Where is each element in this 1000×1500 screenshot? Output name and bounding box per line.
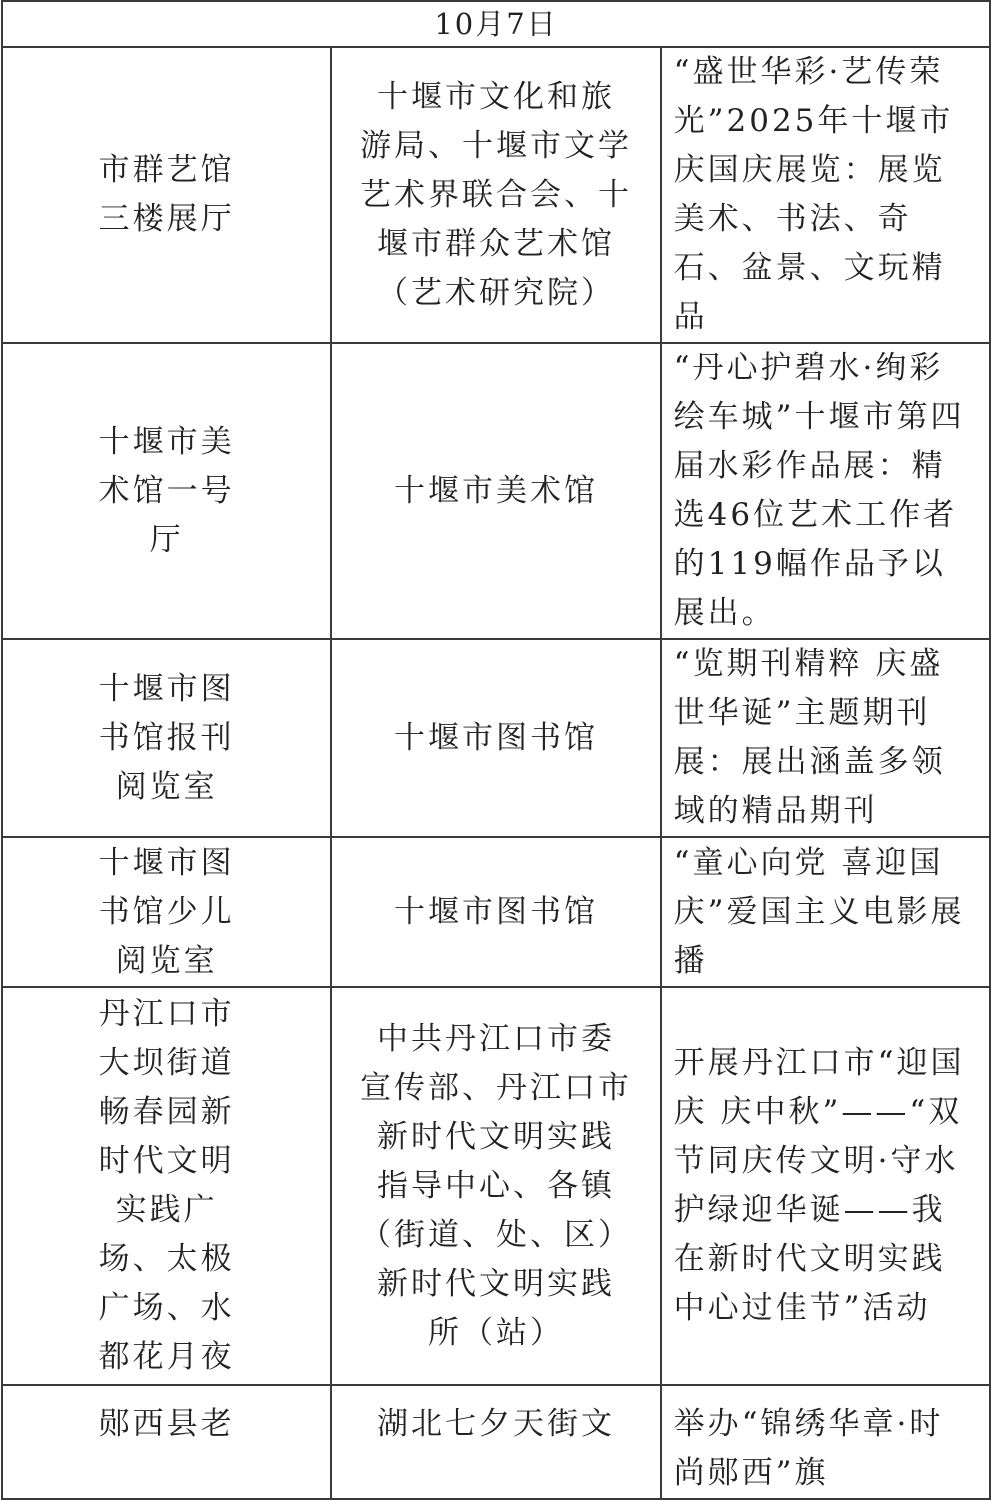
date-header-row [2,1,990,47]
venue-cell: 丹江口市 大坝街道 畅春园新 时代文明 实践广 场、太极 广场、水 都花月夜 [2,987,331,1385]
table-row [2,639,990,837]
venue-cell: 市群艺馆 三楼展厅 [2,47,331,343]
venue-cell: 十堰市美 术馆一号 厅 [2,343,331,639]
table-row [2,1385,990,1499]
venue-cell: 十堰市图 书馆少儿 阅览室 [2,837,331,987]
venue-cell: 十堰市图 书馆报刊 阅览室 [2,639,331,837]
venue-cell: 郧西县老 [2,1385,331,1499]
table-row [2,837,990,987]
content-cell: “览期刊精粹 庆盛世华诞”主题期刊展：展出涵盖多领域的精品期刊 [661,639,990,837]
organizer-cell: 十堰市美术馆 [331,343,660,639]
table-row [2,47,990,343]
content-cell: 开展丹江口市“迎国庆 庆中秋”——“双节同庆传文明·守水护绿迎华诞——我在新时代文明实践中心过佳节”活动 [661,987,990,1385]
organizer-cell: 十堰市图书馆 [331,639,660,837]
content-cell: “盛世华彩·艺传荣光”2025年十堰市庆国庆展览：展览美术、书法、奇石、盆景、文玩精品 [661,47,990,343]
events-table [1,0,991,1500]
date-header: 10月7日 [2,1,990,47]
table-row [2,343,990,639]
organizer-cell: 湖北七夕天街文 [331,1385,660,1499]
table-row [2,987,990,1385]
content-cell: 举办“锦绣华章·时尚郧西”旗 [661,1385,990,1499]
organizer-cell: 中共丹江口市委 宣传部、丹江口市 新时代文明实践 指导中心、各镇 （街道、处、区） 新时代文明实践 所（站） [331,987,660,1385]
content-cell: “丹心护碧水·绚彩绘车城”十堰市第四届水彩作品展：精选46位艺术工作者的119幅作品予以展出。 [661,343,990,639]
organizer-cell: 十堰市文化和旅 游局、十堰市文学 艺术界联合会、十 堰市群众艺术馆 （艺术研究院） [331,47,660,343]
content-cell: “童心向党 喜迎国庆”爱国主义电影展播 [661,837,990,987]
organizer-cell: 十堰市图书馆 [331,837,660,987]
